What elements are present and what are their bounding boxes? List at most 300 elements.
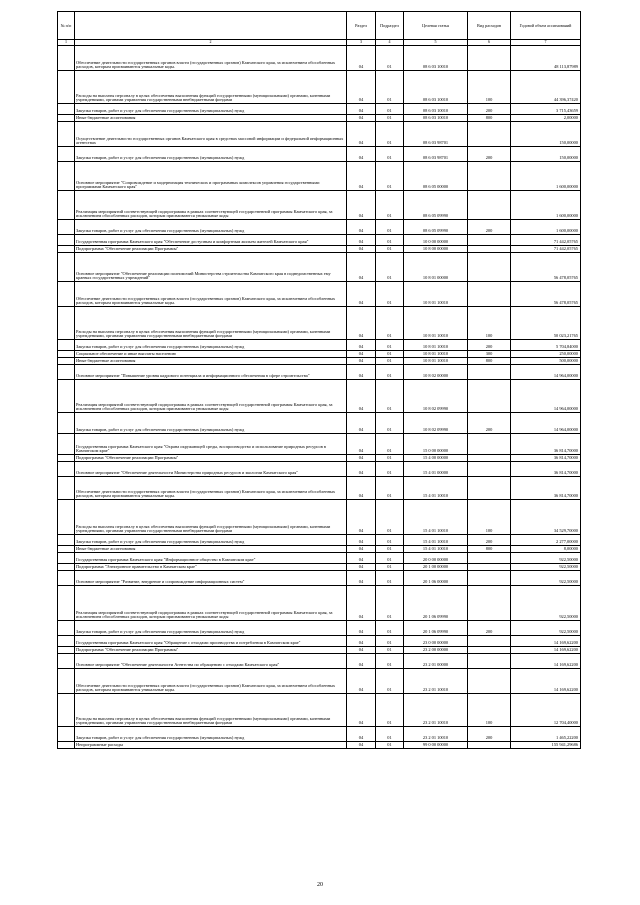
row-name-cell: Иные бюджетные ассигнования: [75, 358, 347, 365]
row-target-cell: 08 6 05 09990: [404, 191, 468, 220]
row-target-cell: 23 0 00 00000: [404, 636, 468, 647]
row-number-cell: [58, 71, 75, 104]
row-target-cell: 20 1 06 09990: [404, 621, 468, 636]
row-expense-cell: [468, 122, 511, 147]
row-expense-cell: [468, 564, 511, 571]
row-amount-cell: 14 964,00000: [511, 365, 581, 380]
row-subsection-cell: 01: [376, 500, 404, 535]
row-amount-cell: 14 169,62200: [511, 636, 581, 647]
row-expense-cell: 200: [468, 147, 511, 162]
row-target-cell: 10 0 00 00000: [404, 235, 468, 246]
row-subsection-cell: 01: [376, 122, 404, 147]
table-row: [58, 380, 581, 413]
row-target-cell: 23 2 01 10010: [404, 694, 468, 727]
table-row: [58, 500, 581, 535]
row-amount-cell: 3 715,43659: [511, 104, 581, 115]
row-section-cell: 04: [347, 115, 376, 122]
row-target-cell: 08 6 03 98701: [404, 122, 468, 147]
row-number-cell: [58, 455, 75, 462]
table-row: [58, 621, 581, 636]
row-subsection-cell: 01: [376, 413, 404, 434]
row-subsection-cell: 01: [376, 147, 404, 162]
header-section: Раздел: [347, 12, 376, 40]
table-row: [58, 191, 581, 220]
table-row: [58, 147, 581, 162]
row-number-cell: [58, 253, 75, 282]
row-section-cell: 04: [347, 282, 376, 307]
row-number-cell: [58, 546, 75, 553]
row-subsection-cell: 01: [376, 340, 404, 351]
row-section-cell: 04: [347, 413, 376, 434]
row-target-cell: 15 4 01 00000: [404, 462, 468, 477]
row-target-cell: 23 2 01 00000: [404, 654, 468, 669]
row-section-cell: 04: [347, 727, 376, 742]
header-target: Целевая статья: [404, 12, 468, 40]
row-amount-cell: 8,00000: [511, 546, 581, 553]
row-target-cell: 20 1 06 09990: [404, 586, 468, 621]
row-subsection-cell: 01: [376, 220, 404, 235]
table-row: [58, 282, 581, 307]
row-number-cell: [58, 162, 75, 191]
row-expense-cell: 200: [468, 220, 511, 235]
row-expense-cell: 800: [468, 115, 511, 122]
row-subsection-cell: 01: [376, 351, 404, 358]
row-target-cell: 15 4 01 10010: [404, 477, 468, 500]
row-subsection-cell: 01: [376, 253, 404, 282]
row-section-cell: 04: [347, 46, 376, 71]
header-number: № п/п: [58, 12, 75, 40]
row-number-cell: [58, 307, 75, 340]
row-subsection-cell: 01: [376, 477, 404, 500]
row-amount-cell: 56 478,05765: [511, 253, 581, 282]
row-name-cell: Основное мероприятие "Повышение уровня кадрового потенциала и информационного обеспечения в сфере строительства": [75, 365, 347, 380]
row-number-cell: [58, 571, 75, 586]
row-expense-cell: [468, 380, 511, 413]
table-row: [58, 553, 581, 564]
table-row: [58, 654, 581, 669]
row-amount-cell: 1 600,00000: [511, 220, 581, 235]
row-section-cell: 04: [347, 235, 376, 246]
row-name-cell: Закупка товаров, работ и услуг для обеспечения государственных (муниципальных) нужд: [75, 727, 347, 742]
row-amount-cell: 14 169,62200: [511, 647, 581, 654]
row-number-cell: [58, 191, 75, 220]
row-expense-cell: [468, 46, 511, 71]
row-target-cell: 10 8 01 10010: [404, 282, 468, 307]
row-section-cell: 04: [347, 477, 376, 500]
column-number: 2: [75, 40, 347, 46]
row-name-cell: Реализация мероприятий соответствующей подпрограммы в рамках соответствующей государственной программы Камчатского края, за исключением обособленных расходов, которым присваиваются уникальные коды: [75, 586, 347, 621]
table-row: [58, 727, 581, 742]
table-row: [58, 571, 581, 586]
row-section-cell: 04: [347, 455, 376, 462]
row-number-cell: [58, 727, 75, 742]
row-section-cell: 04: [347, 253, 376, 282]
table-row: [58, 115, 581, 122]
row-target-cell: 23 2 01 10010: [404, 727, 468, 742]
row-expense-cell: 200: [468, 340, 511, 351]
row-number-cell: [58, 694, 75, 727]
row-name-cell: Основное мероприятие "Обеспечение реализации полномочий Министерства строительства Камчатского края в подведомственных ему краевых государственных учреждений": [75, 253, 347, 282]
row-target-cell: 23 2 01 10010: [404, 669, 468, 694]
row-amount-cell: 36 814,70000: [511, 455, 581, 462]
row-section-cell: 04: [347, 162, 376, 191]
row-amount-cell: 5 704,84000: [511, 340, 581, 351]
row-amount-cell: 44 396,37420: [511, 71, 581, 104]
row-name-cell: Закупка товаров, работ и услуг для обеспечения государственных (муниципальных) нужд: [75, 413, 347, 434]
row-target-cell: 10 8 01 10010: [404, 351, 468, 358]
row-expense-cell: [468, 571, 511, 586]
row-subsection-cell: 01: [376, 358, 404, 365]
table-row: [58, 365, 581, 380]
row-number-cell: [58, 462, 75, 477]
row-name-cell: Расходы на выплаты персоналу в целях обеспечения выполнения функций государственными (муниципальными) органами, казенными учреждениями, органами управления государственными внебюджетными фондами: [75, 307, 347, 340]
row-expense-cell: [468, 282, 511, 307]
row-target-cell: 08 6 03 98701: [404, 147, 468, 162]
row-expense-cell: [468, 235, 511, 246]
row-expense-cell: [468, 647, 511, 654]
row-amount-cell: 250,00000: [511, 351, 581, 358]
row-number-cell: [58, 434, 75, 455]
table-row: [58, 477, 581, 500]
row-subsection-cell: 01: [376, 235, 404, 246]
row-name-cell: Социальное обеспечение и иные выплаты населению: [75, 351, 347, 358]
table-row: [58, 253, 581, 282]
table-row: [58, 307, 581, 340]
row-section-cell: 04: [347, 434, 376, 455]
row-section-cell: 04: [347, 571, 376, 586]
header-subsection: Подраздел: [376, 12, 404, 40]
row-number-cell: [58, 115, 75, 122]
row-name-cell: Подпрограмма "Электронное правительство в Камчатском крае": [75, 564, 347, 571]
row-target-cell: 15 4 01 10010: [404, 500, 468, 535]
row-subsection-cell: 01: [376, 162, 404, 191]
row-expense-cell: 300: [468, 351, 511, 358]
row-target-cell: 10 8 02 09990: [404, 413, 468, 434]
table-row: [58, 413, 581, 434]
table-row: [58, 162, 581, 191]
row-section-cell: 04: [347, 742, 376, 749]
row-amount-cell: 71 442,05765: [511, 235, 581, 246]
header-expense: Вид расходов: [468, 12, 511, 40]
row-amount-cell: 71 442,05765: [511, 246, 581, 253]
row-subsection-cell: 01: [376, 535, 404, 546]
row-target-cell: 15 0 00 00000: [404, 434, 468, 455]
row-section-cell: 04: [347, 340, 376, 351]
row-number-cell: [58, 647, 75, 654]
appropriations-table: [57, 11, 581, 749]
column-number: 1: [58, 40, 75, 46]
row-amount-cell: 2 277,00000: [511, 535, 581, 546]
table-row: [58, 535, 581, 546]
row-name-cell: Обеспечение деятельности государственных органов власти (государственных органов) Камчатского края, за исключением обособленных расходов, которым присваиваются уникальные коды.: [75, 46, 347, 71]
row-amount-cell: 1 600,00000: [511, 191, 581, 220]
row-subsection-cell: 01: [376, 365, 404, 380]
row-amount-cell: 50 023,21765: [511, 307, 581, 340]
row-amount-cell: 34 529,70000: [511, 500, 581, 535]
header-row: [58, 12, 581, 40]
row-expense-cell: [468, 162, 511, 191]
table-row: [58, 669, 581, 694]
row-section-cell: 04: [347, 104, 376, 115]
row-expense-cell: [468, 434, 511, 455]
row-amount-cell: 48 113,87989: [511, 46, 581, 71]
table-row: [58, 586, 581, 621]
table-row: [58, 46, 581, 71]
row-name-cell: Государственная программа Камчатского края "Обращение с отходами производства и потребления в Камчатском крае": [75, 636, 347, 647]
table-row: [58, 742, 581, 749]
row-target-cell: 20 0 00 00000: [404, 553, 468, 564]
row-section-cell: 04: [347, 380, 376, 413]
row-expense-cell: [468, 477, 511, 500]
row-amount-cell: 922,50000: [511, 621, 581, 636]
row-target-cell: 08 6 03 10010: [404, 46, 468, 71]
row-section-cell: 04: [347, 694, 376, 727]
row-section-cell: 04: [347, 535, 376, 546]
row-number-cell: [58, 654, 75, 669]
row-subsection-cell: 01: [376, 462, 404, 477]
row-expense-cell: [468, 742, 511, 749]
table-row: [58, 358, 581, 365]
table-row: [58, 694, 581, 727]
row-expense-cell: 800: [468, 546, 511, 553]
row-target-cell: 15 4 00 00000: [404, 455, 468, 462]
row-section-cell: 04: [347, 358, 376, 365]
row-amount-cell: 36 814,70000: [511, 434, 581, 455]
budget-document: [57, 11, 580, 749]
table-row: [58, 340, 581, 351]
row-subsection-cell: 01: [376, 553, 404, 564]
row-amount-cell: 922,50000: [511, 571, 581, 586]
row-name-cell: Закупка товаров, работ и услуг для обеспечения государственных (муниципальных) нужд: [75, 147, 347, 162]
row-expense-cell: 200: [468, 535, 511, 546]
table-row: [58, 246, 581, 253]
row-number-cell: [58, 46, 75, 71]
row-target-cell: 08 6 03 10010: [404, 115, 468, 122]
row-section-cell: 04: [347, 71, 376, 104]
table-row: [58, 546, 581, 553]
row-number-cell: [58, 340, 75, 351]
row-number-cell: [58, 535, 75, 546]
row-number-cell: [58, 351, 75, 358]
column-number: 6: [468, 40, 511, 46]
row-expense-cell: [468, 669, 511, 694]
row-name-cell: Основное мероприятие "Сопровождение и модернизация технических и программных комплексов управления государственными программами Камчатского края": [75, 162, 347, 191]
table-row: [58, 462, 581, 477]
row-subsection-cell: 01: [376, 455, 404, 462]
column-number: 7: [511, 40, 581, 46]
row-subsection-cell: 01: [376, 727, 404, 742]
row-name-cell: Подпрограмма "Обеспечение реализации Программы": [75, 647, 347, 654]
row-subsection-cell: 01: [376, 742, 404, 749]
row-name-cell: Основное мероприятие "Развитие, внедрение и сопровождение информационных систем": [75, 571, 347, 586]
row-amount-cell: 922,50000: [511, 586, 581, 621]
row-expense-cell: [468, 553, 511, 564]
row-subsection-cell: 01: [376, 380, 404, 413]
row-target-cell: 15 4 01 10010: [404, 535, 468, 546]
row-expense-cell: [468, 636, 511, 647]
row-section-cell: 04: [347, 621, 376, 636]
row-number-cell: [58, 147, 75, 162]
row-subsection-cell: 01: [376, 647, 404, 654]
row-number-cell: [58, 246, 75, 253]
row-target-cell: 10 8 01 10010: [404, 340, 468, 351]
row-amount-cell: 922,50000: [511, 564, 581, 571]
row-section-cell: 04: [347, 564, 376, 571]
row-name-cell: Непрограммные расходы: [75, 742, 347, 749]
row-subsection-cell: 01: [376, 669, 404, 694]
row-section-cell: 04: [347, 147, 376, 162]
row-subsection-cell: 01: [376, 115, 404, 122]
row-subsection-cell: 01: [376, 564, 404, 571]
row-expense-cell: [468, 365, 511, 380]
row-number-cell: [58, 413, 75, 434]
row-name-cell: Подпрограмма "Обеспечение реализации Программы": [75, 246, 347, 253]
row-number-cell: [58, 636, 75, 647]
row-target-cell: 10 8 01 10010: [404, 358, 468, 365]
row-expense-cell: [468, 191, 511, 220]
row-name-cell: Государственная программа Камчатского края "Охрана окружающей среды, воспроизводство и использование природных ресурсов в Камчатском крае": [75, 434, 347, 455]
row-number-cell: [58, 122, 75, 147]
row-section-cell: 04: [347, 553, 376, 564]
row-section-cell: 04: [347, 246, 376, 253]
row-subsection-cell: 01: [376, 571, 404, 586]
row-subsection-cell: 01: [376, 46, 404, 71]
row-expense-cell: [468, 462, 511, 477]
row-number-cell: [58, 586, 75, 621]
row-section-cell: 04: [347, 669, 376, 694]
header-amount: Годовой объем ассигнований: [511, 12, 581, 40]
row-subsection-cell: 01: [376, 282, 404, 307]
row-amount-cell: 14 964,00000: [511, 413, 581, 434]
row-section-cell: 04: [347, 647, 376, 654]
table-row: [58, 220, 581, 235]
row-amount-cell: 1 600,00000: [511, 162, 581, 191]
row-number-cell: [58, 365, 75, 380]
table-row: [58, 71, 581, 104]
row-subsection-cell: 01: [376, 104, 404, 115]
row-amount-cell: 1 465,22200: [511, 727, 581, 742]
row-expense-cell: [468, 455, 511, 462]
row-target-cell: 10 8 02 00000: [404, 365, 468, 380]
row-name-cell: Обеспечение деятельности государственных органов власти (государственных органов) Камчатского края, за исключением обособленных расходов, которым присваиваются уникальные коды.: [75, 477, 347, 500]
row-target-cell: 20 1 00 00000: [404, 564, 468, 571]
row-expense-cell: 200: [468, 727, 511, 742]
row-number-cell: [58, 380, 75, 413]
page-number: 20: [317, 882, 323, 888]
row-name-cell: Обеспечение деятельности государственных органов власти (государственных органов) Камчатского края, за исключением обособленных расходов, которым присваиваются уникальные коды.: [75, 282, 347, 307]
row-section-cell: 04: [347, 122, 376, 147]
row-section-cell: 04: [347, 500, 376, 535]
row-target-cell: 15 4 01 10010: [404, 546, 468, 553]
row-target-cell: 08 6 05 00000: [404, 162, 468, 191]
row-name-cell: Расходы на выплаты персоналу в целях обеспечения выполнения функций государственными (муниципальными) органами, казенными учреждениями, органами управления государственными внебюджетными фондами: [75, 71, 347, 104]
row-target-cell: 20 1 06 00000: [404, 571, 468, 586]
row-name-cell: Закупка товаров, работ и услуг для обеспечения государственных (муниципальных) нужд: [75, 104, 347, 115]
row-subsection-cell: 01: [376, 654, 404, 669]
row-subsection-cell: 01: [376, 694, 404, 727]
row-subsection-cell: 01: [376, 434, 404, 455]
row-amount-cell: 14 964,00000: [511, 380, 581, 413]
row-name-cell: Закупка товаров, работ и услуг для обеспечения государственных (муниципальных) нужд: [75, 340, 347, 351]
row-expense-cell: 100: [468, 500, 511, 535]
table-row: [58, 122, 581, 147]
row-target-cell: 08 6 03 10010: [404, 104, 468, 115]
row-target-cell: 10 8 00 00000: [404, 246, 468, 253]
row-name-cell: Закупка товаров, работ и услуг для обеспечения государственных (муниципальных) нужд: [75, 220, 347, 235]
row-number-cell: [58, 742, 75, 749]
row-expense-cell: [468, 586, 511, 621]
row-name-cell: Реализация мероприятий соответствующей подпрограммы в рамках соответствующей государственной программы Камчатского края, за исключением обособленных расходов, которым присваиваются уникальные коды: [75, 191, 347, 220]
row-name-cell: Государственная программа Камчатского края "Информационное общество в Камчатском крае": [75, 553, 347, 564]
table-row: [58, 647, 581, 654]
table-row: [58, 104, 581, 115]
row-amount-cell: 14 169,62200: [511, 654, 581, 669]
row-section-cell: 04: [347, 586, 376, 621]
row-name-cell: Государственная программа Камчатского края "Обеспечение доступным и комфортным жильем жителей Камчатского края": [75, 235, 347, 246]
row-number-cell: [58, 669, 75, 694]
row-expense-cell: 100: [468, 694, 511, 727]
row-amount-cell: 155 941,29686: [511, 742, 581, 749]
row-target-cell: 99 0 00 00000: [404, 742, 468, 749]
row-amount-cell: 12 704,40000: [511, 694, 581, 727]
row-subsection-cell: 01: [376, 636, 404, 647]
row-amount-cell: 36 814,70000: [511, 477, 581, 500]
row-subsection-cell: 01: [376, 307, 404, 340]
table-row: [58, 434, 581, 455]
row-expense-cell: 100: [468, 71, 511, 104]
row-subsection-cell: 01: [376, 546, 404, 553]
row-section-cell: 04: [347, 654, 376, 669]
row-section-cell: 04: [347, 462, 376, 477]
row-section-cell: 04: [347, 546, 376, 553]
row-name-cell: Закупка товаров, работ и услуг для обеспечения государственных (муниципальных) нужд: [75, 535, 347, 546]
table-row: [58, 636, 581, 647]
table-row: [58, 351, 581, 358]
row-number-cell: [58, 235, 75, 246]
table-row: [58, 235, 581, 246]
row-target-cell: 10 8 01 10010: [404, 307, 468, 340]
row-amount-cell: 36 814,70000: [511, 462, 581, 477]
table-row: [58, 455, 581, 462]
column-number: 4: [376, 40, 404, 46]
row-amount-cell: 150,00000: [511, 147, 581, 162]
row-target-cell: 08 6 05 09990: [404, 220, 468, 235]
row-number-cell: [58, 220, 75, 235]
table-row: [58, 564, 581, 571]
row-name-cell: Подпрограмма "Обеспечение реализации Программы": [75, 455, 347, 462]
row-name-cell: Иные бюджетные ассигнования: [75, 546, 347, 553]
row-name-cell: Основное мероприятие "Обеспечение деятельности Агентства по обращению с отходами Камчатского края": [75, 654, 347, 669]
row-section-cell: 04: [347, 351, 376, 358]
row-section-cell: 04: [347, 365, 376, 380]
row-target-cell: 08 6 03 10010: [404, 71, 468, 104]
row-section-cell: 04: [347, 220, 376, 235]
row-section-cell: 04: [347, 636, 376, 647]
row-name-cell: Закупка товаров, работ и услуг для обеспечения государственных (муниципальных) нужд: [75, 621, 347, 636]
column-number: 3: [347, 40, 376, 46]
row-name-cell: Реализация мероприятий соответствующей подпрограммы в рамках соответствующей государственной программы Камчатского края, за исключением обособленных расходов, которым присваиваются уникальные коды: [75, 380, 347, 413]
row-expense-cell: 100: [468, 307, 511, 340]
row-number-cell: [58, 621, 75, 636]
row-number-cell: [58, 282, 75, 307]
row-number-cell: [58, 553, 75, 564]
row-name-cell: Осуществление деятельности государственных органов Камчатского края в средствах массовой информации и федеральной информационных агентствах: [75, 122, 347, 147]
row-amount-cell: 2,00000: [511, 115, 581, 122]
row-subsection-cell: 01: [376, 586, 404, 621]
row-amount-cell: 14 169,62200: [511, 669, 581, 694]
row-section-cell: 04: [347, 191, 376, 220]
header-name: [75, 12, 347, 40]
